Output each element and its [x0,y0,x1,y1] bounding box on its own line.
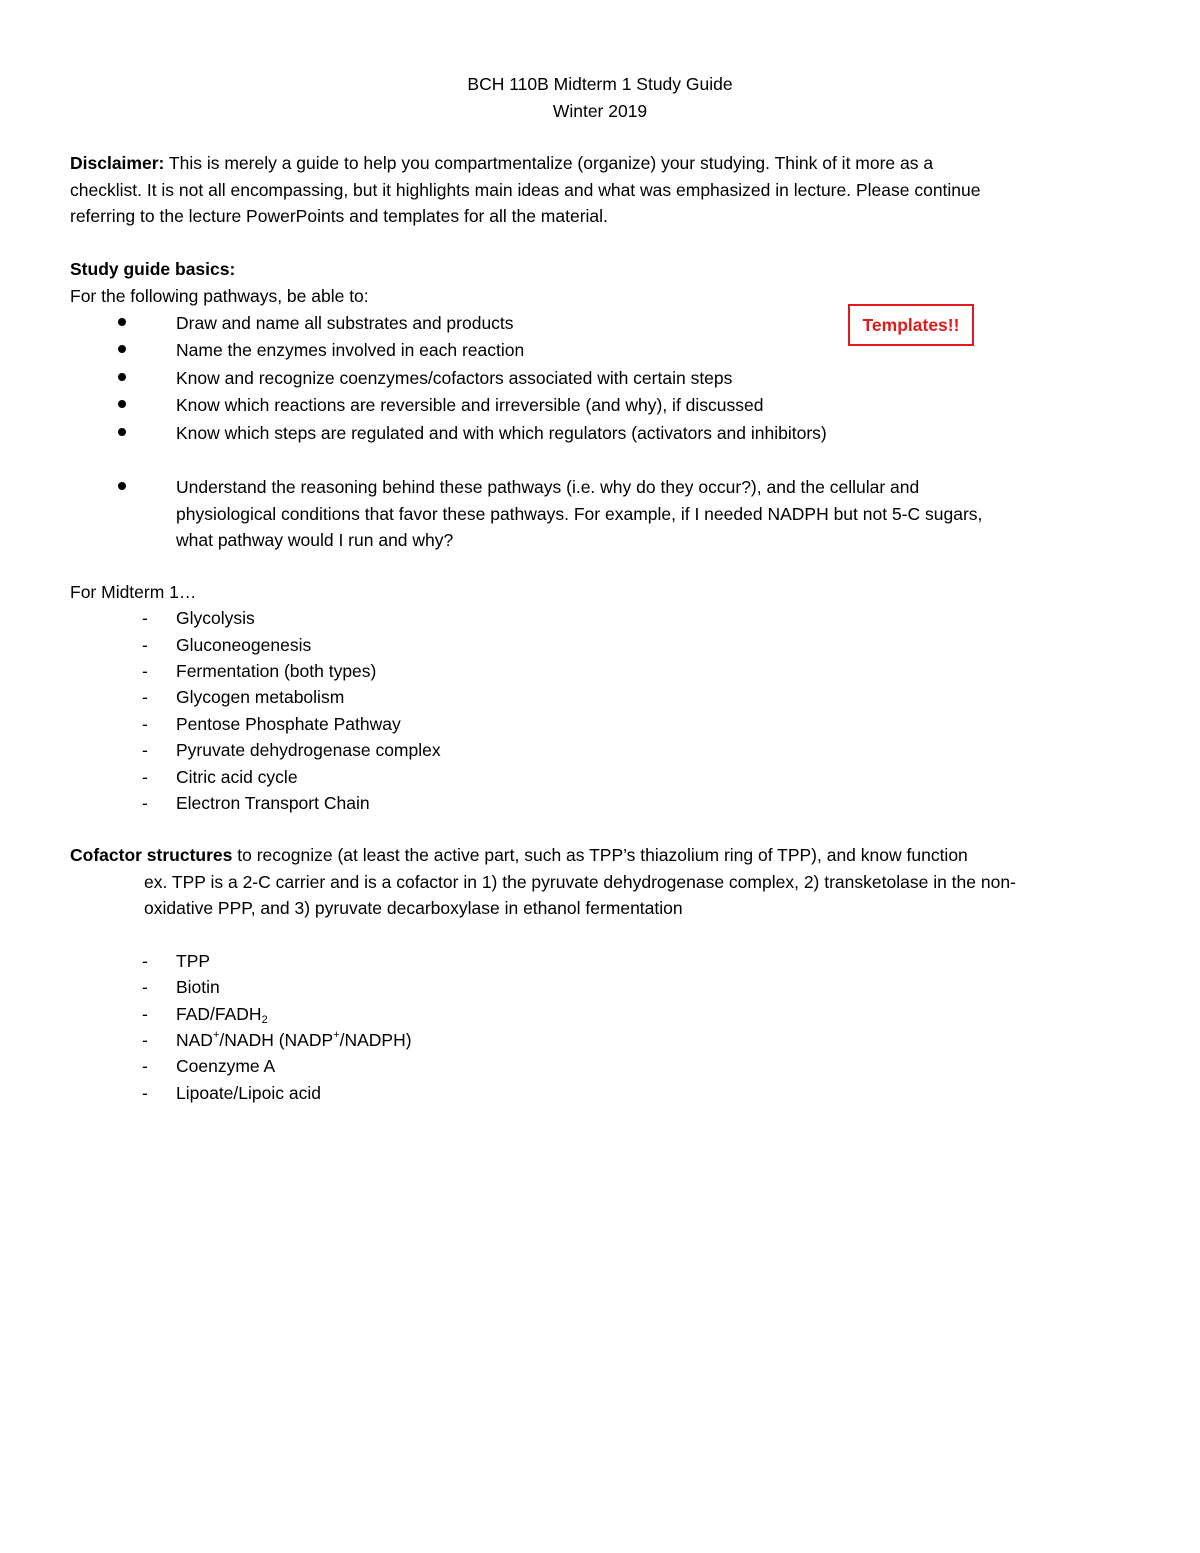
cofactor-heading-rest: to recognize (at least the active part, such as TPP’s thiazolium ring of TPP), and know function [232,845,968,865]
list-item-text [176,1001,268,1028]
midterm-heading: For Midterm 1… [70,582,197,602]
list-item [70,948,1130,975]
bullet-text: physiological conditions that favor these pathways. For example, if I needed NADPH but not 5-C sugars, [176,504,983,524]
disclaimer-line-2: checklist. It is not all encompassing, but it highlights main ideas and what was emphasized in lecture. Please continue [70,180,981,200]
bullet-item [70,420,1130,447]
bullet-text: Know which reactions are reversible and irreversible (and why), if discussed [176,395,764,415]
list-item [70,764,1130,791]
bullet-text: what pathway would I run and why? [176,530,454,550]
templates-callout-box: Templates!! [848,304,974,346]
example-text: oxidative PPP, and 3) pyruvate decarboxylase in ethanol fermentation [144,898,683,918]
bullet-text: Draw and name all substrates and products [176,313,514,333]
dash-marker: - [142,951,148,971]
bullet-text: Know and recognize coenzymes/cofactors associated with certain steps [176,368,733,388]
list-item-text: TPP [176,951,211,971]
list-item-text: Glycogen metabolism [176,687,345,707]
dash-marker: - [142,1030,148,1050]
list-item-text: Pyruvate dehydrogenase complex [176,740,441,760]
basics-intro: For the following pathways, be able to: [70,286,369,306]
list-item [70,790,1130,817]
list-item [70,1001,1130,1028]
list-item-text: Coenzyme A [176,1056,276,1076]
plus-superscript: + [212,1029,220,1042]
bullet-text: Understand the reasoning behind these pathways (i.e. why do they occur?), and the cellular and [176,477,920,497]
cofactor-example-line-1 [70,869,1130,896]
list-item-text: Citric acid cycle [176,767,298,787]
dash-marker: - [142,1004,148,1024]
list-item-text: Glycolysis [176,608,255,628]
list-item-text: Fermentation (both types) [176,661,377,681]
nad-text: NAD [176,1030,213,1050]
list-item-text [176,1027,412,1054]
list-item [70,711,1130,738]
dash-marker: - [142,793,148,813]
dash-marker: - [142,635,148,655]
dash-marker: - [142,661,148,681]
dash-marker: - [142,714,148,734]
list-item [70,684,1130,711]
document-title: BCH 110B Midterm 1 Study Guide [467,74,733,94]
bullet-icon [116,392,128,419]
bullet-item-understand [70,474,1130,501]
list-item [70,605,1130,632]
list-item-text: Gluconeogenesis [176,635,312,655]
dash-marker: - [142,740,148,760]
cofactor-heading-bold: Cofactor structures [70,845,233,865]
bullet-continuation [70,527,1130,554]
list-item [70,1053,1130,1080]
list-item [70,737,1130,764]
basics-heading: Study guide basics: [70,259,236,279]
bullet-item [70,392,1130,419]
dash-marker: - [142,767,148,787]
example-text: ex. TPP is a 2-C carrier and is a cofactor in 1) the pyruvate dehydrogenase complex, 2) transketolase in the non- [144,872,1016,892]
list-item [70,1027,1130,1054]
bullet-icon [116,310,128,337]
bullet-icon [116,365,128,392]
list-item-text: Pentose Phosphate Pathway [176,714,401,734]
dash-marker: - [142,1056,148,1076]
dash-marker: - [142,608,148,628]
plus-superscript: + [333,1029,340,1042]
bullet-icon [116,474,128,501]
bullet-icon [116,337,128,364]
disclaimer-line-3: referring to the lecture PowerPoints and templates for all the material. [70,206,608,226]
fad-subscript: 2 [261,1014,268,1026]
list-item [70,1080,1130,1107]
bullet-text: Name the enzymes involved in each reaction [176,340,525,360]
bullet-text: Know which steps are regulated and with which regulators (activators and inhibitors) [176,423,827,443]
disclaimer-line-1 [70,150,1130,177]
list-item-text: Lipoate/Lipoic acid [176,1083,321,1103]
cofactor-example-line-2 [70,895,1130,922]
list-item [70,632,1130,659]
bullet-icon [116,420,128,447]
dash-marker: - [142,687,148,707]
nadh-text: /NADH (NADP [219,1030,334,1050]
bullet-continuation [70,501,1130,528]
fad-text: FAD/FADH [176,1004,262,1024]
bullet-item [70,365,1130,392]
disclaimer-label: Disclaimer: [70,153,165,173]
list-item-text: Biotin [176,977,220,997]
list-item [70,974,1130,1001]
disclaimer-text-1: This is merely a guide to help you compartmentalize (organize) your studying. Think of it more as a [168,153,934,173]
dash-marker: - [142,977,148,997]
document-subtitle: Winter 2019 [552,101,648,121]
dash-marker: - [142,1083,148,1103]
list-item [70,658,1130,685]
cofactor-heading [70,842,1130,869]
nadph-text: /NADPH) [339,1030,412,1050]
list-item-text: Electron Transport Chain [176,793,370,813]
